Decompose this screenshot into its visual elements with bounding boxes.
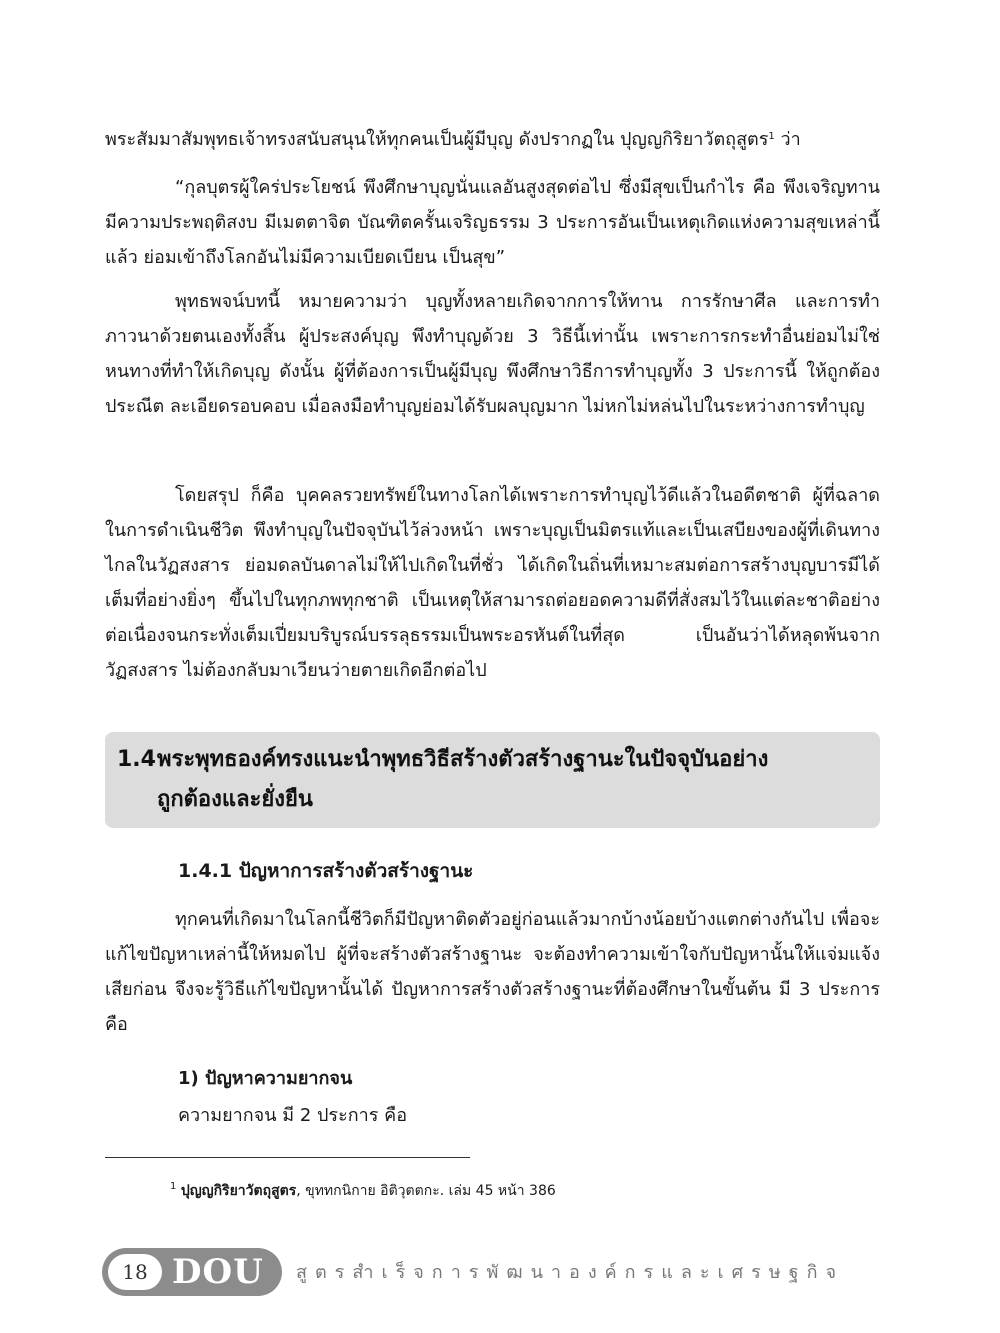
footnote-divider: [105, 1157, 470, 1158]
footer-badge: [102, 1248, 282, 1296]
section-title-line2: ถูกต้องและยั่งยืน: [157, 787, 313, 812]
dou-logo: DOU: [172, 1252, 264, 1292]
section-title-line1: พระพุทธองค์ทรงแนะนำพุทธวิธีสร้างตัวสร้างฐานะในปัจจุบันอย่าง: [157, 747, 769, 772]
paragraph-intro: [105, 122, 880, 157]
footnote: [170, 1180, 556, 1202]
footnote-marker: 1: [170, 1181, 177, 1192]
section-title: [117, 740, 877, 820]
footnote-title: ปุญญกิริยาวัตถุสูตร: [180, 1183, 297, 1199]
subsection-heading: 1.4.1 ปัญหาการสร้างตัวสร้างฐานะ: [178, 860, 474, 882]
paragraph-explanation: พุทธพจน์บทนี้ หมายความว่า บุญทั้งหลายเกิดจากการให้ทาน การรักษาศีล และการทำภาวนาด้วยตนเองทั้งสิ้น ผู้ประสงค์บุญ พึงทำบุญด้วย 3 วิธีนี้เท่านั้น เพราะการกระทำอื่นย่อมไม่ใช่หนทางที่ทำให้เกิดบุญ ดังนั้น ผู้ที่ต้องการเป็นผู้มีบุญ พึงศึกษาวิธีการทำบุญทั้ง 3 ประการนี้ ให้ถูกต้อง ประณีต ละเอียดรอบคอบ เมื่อลงมือทำบุญย่อมได้รับผลบุญมาก ไม่หกไม่หล่นไปในระหว่างการทำบุญ: [105, 291, 880, 417]
footnote-reference: 1: [768, 131, 775, 142]
paragraph-poverty: ความยากจน มี 2 ประการ คือ: [178, 1105, 408, 1126]
paragraph-summary: โดยสรุป ก็คือ บุคคลรวยทรัพย์ในทางโลกได้เพราะการทำบุญไว้ดีแล้วในอดีตชาติ ผู้ที่ฉลาดในการดำเนินชีวิต พึงทำบุญในปัจจุบันไว้ล่วงหน้า เพราะบุญเป็นมิตรแท้และเป็นเสบียงของผู้ที่เดินทางไกลในวัฏสงสาร ย่อมดลบันดาลไม่ให้ไปเกิดในที่ชั่ว ได้เกิดในถิ่นที่เหมาะสมต่อการสร้างบุญบารมีได้เต็มที่อย่างยิ่งๆ ขึ้นไปในทุกภพทุกชาติ เป็นเหตุให้สามารถต่อยอดความดีที่สั่งสมไว้ในแต่ละชาติอย่างต่อเนื่องจนกระทั่งเต็มเปี่ยมบริบูรณ์บรรลุธรรมเป็นพระอรหันต์ในที่สุด เป็นอันว่าได้หลุดพ้นจากวัฏสงสาร ไม่ต้องกลับมาเวียนว่ายตายเกิดอีกต่อไป: [105, 485, 880, 681]
section-number: 1.4: [117, 747, 156, 772]
paragraph-intro-end: ว่า: [774, 129, 801, 150]
problem-heading: 1) ปัญหาความยากจน: [178, 1068, 353, 1089]
paragraph-quote: “กุลบุตรผู้ใคร่ประโยชน์ พึงศึกษาบุญนั่นแลอันสูงสุดต่อไป ซึ่งมีสุขเป็นกำไร คือ พึงเจริญทาน มีความประพฤติสงบ มีเมตตาจิต บัณฑิตครั้นเจริญธรรม 3 ประการอันเป็นเหตุเกิดแห่งความสุขเหล่านี้แล้ว ย่อมเข้าถึงโลกอันไม่มีความเบียดเบียน เป็นสุข”: [105, 177, 880, 268]
running-footer-title: สูตรสำเร็จการพัฒนาองค์กรและเศรษฐกิจ: [296, 1262, 845, 1283]
page-number: 18: [108, 1254, 162, 1290]
footnote-source: , ขุททกนิกาย อิติวุตตกะ. เล่ม 45 หน้า 386: [296, 1183, 556, 1199]
section-heading-box: [105, 732, 880, 828]
paragraph-intro-text: พระสัมมาสัมพุทธเจ้าทรงสนับสนุนให้ทุกคนเป็นผู้มีบุญ ดังปรากฏใน ปุญญกิริยาวัตถุสูตร: [105, 129, 769, 150]
paragraph-problems: ทุกคนที่เกิดมาในโลกนี้ชีวิตก็มีปัญหาติดตัวอยู่ก่อนแล้วมากบ้างน้อยบ้างแตกต่างกันไป เพื่อจะแก้ไขปัญหาเหล่านี้ให้หมดไป ผู้ที่จะสร้างตัวสร้างฐานะ จะต้องทำความเข้าใจกับปัญหานั้นให้แจ่มแจ้งเสียก่อน จึงจะรู้วิธีแก้ไขปัญหานั้นได้ ปัญหาการสร้างตัวสร้างฐานะที่ต้องศึกษาในขั้นต้น มี 3 ประการ คือ: [105, 909, 880, 1035]
